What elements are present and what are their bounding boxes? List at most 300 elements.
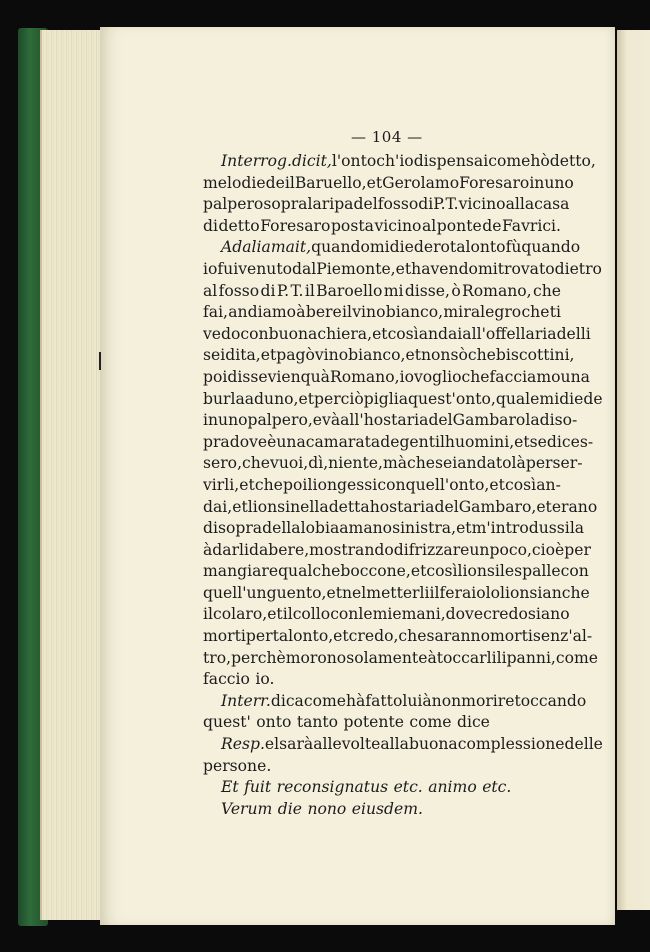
margin-mark	[99, 352, 101, 370]
word: introdussi	[490, 519, 570, 538]
word: sei	[203, 346, 226, 365]
word: mano	[348, 519, 393, 538]
text-line	[203, 712, 561, 734]
word: mi	[539, 389, 560, 408]
word: ser-	[552, 454, 583, 473]
text-line	[203, 432, 594, 454]
word: facciamo	[489, 367, 561, 386]
word: onsi	[509, 583, 543, 602]
word: metterli	[366, 583, 430, 602]
word: per	[564, 540, 591, 559]
word: la	[569, 519, 585, 538]
word: dai,	[203, 497, 233, 516]
word: non	[431, 691, 462, 710]
word: havendomi	[411, 259, 498, 278]
word: persone.	[203, 756, 272, 775]
word: quest'	[203, 713, 251, 732]
text-line	[203, 756, 561, 778]
word: io	[203, 259, 218, 278]
word: ti	[549, 303, 561, 322]
word: andato	[457, 454, 512, 473]
text-line	[203, 475, 561, 497]
word: il	[342, 303, 352, 322]
word: Gerolamo	[382, 173, 460, 192]
word: P.	[433, 195, 446, 214]
word: quest'	[408, 389, 456, 408]
word: onsi	[467, 562, 500, 581]
word: solamente	[346, 648, 428, 667]
word: buona	[268, 324, 318, 343]
word: tanto	[296, 713, 339, 732]
word: Resp.	[221, 735, 265, 754]
word: poi	[203, 367, 228, 386]
word: Gambaro,	[458, 497, 537, 516]
word: vuoi,	[270, 454, 309, 473]
word: Barоello	[316, 281, 383, 300]
word: al	[203, 281, 218, 300]
word: fosso	[218, 281, 260, 300]
word: et	[372, 324, 388, 343]
word: burla	[203, 389, 245, 408]
word: della	[262, 519, 301, 538]
text-line	[203, 604, 570, 626]
word: alla	[505, 195, 535, 214]
word: là	[511, 454, 526, 473]
word: di	[539, 411, 555, 430]
word: per	[245, 627, 273, 646]
word: del	[353, 195, 378, 214]
word: onto,	[293, 627, 334, 646]
word: che	[407, 454, 436, 473]
word: fù	[505, 238, 522, 257]
word: Ad	[221, 238, 243, 257]
word: quell'	[405, 475, 450, 494]
word: m'	[471, 519, 491, 538]
word: e	[312, 411, 323, 430]
word: così	[426, 562, 458, 581]
word: voglio	[413, 367, 462, 386]
word: come	[409, 713, 452, 732]
word: il	[304, 281, 315, 300]
word: così	[505, 475, 537, 494]
word: lo	[227, 173, 242, 192]
word: tro,	[203, 648, 232, 667]
word: con	[330, 605, 359, 624]
word: vino	[352, 303, 386, 322]
word: fui	[217, 259, 239, 278]
word: quale	[495, 389, 540, 408]
word: mangiare	[203, 562, 279, 581]
word: li	[500, 583, 510, 602]
word: mi	[383, 281, 404, 300]
word: vien	[267, 367, 301, 386]
text-line	[203, 151, 596, 173]
word: et	[298, 389, 314, 408]
word: li	[457, 562, 468, 581]
word: non	[421, 346, 451, 365]
word: morti	[203, 627, 246, 646]
word: Gambaro	[452, 411, 526, 430]
word: diedero	[389, 238, 450, 257]
word: di	[393, 540, 409, 559]
word: ò	[451, 281, 461, 300]
word: che	[461, 367, 490, 386]
word: poco,	[489, 540, 532, 559]
word: colaro,	[212, 605, 268, 624]
word: hò	[530, 152, 550, 170]
word: toccando	[514, 691, 587, 710]
word: casa	[534, 195, 570, 214]
word: morono	[285, 648, 347, 667]
word: faccio	[203, 670, 250, 689]
word: palpero,	[247, 411, 313, 430]
word: bianco,	[385, 303, 444, 322]
word: tal	[449, 238, 471, 257]
word: dica	[270, 691, 304, 710]
word: le	[499, 562, 515, 581]
word: con	[377, 475, 406, 494]
word: mostrando	[309, 540, 394, 559]
word: al	[421, 216, 437, 235]
word: che	[254, 475, 283, 494]
word: il	[284, 173, 295, 192]
word: de	[482, 216, 502, 235]
word: Favrici.	[502, 216, 562, 235]
word: et	[456, 519, 472, 538]
word: quell'	[203, 583, 247, 602]
page-number: — 104 —	[351, 128, 423, 146]
word: chiera,	[317, 324, 373, 343]
word: onto,	[449, 475, 490, 494]
word: Piemonte,	[316, 259, 396, 278]
word: delle	[564, 735, 603, 754]
word: et	[333, 627, 349, 646]
word: sinistra,	[392, 519, 457, 538]
word: à	[422, 691, 432, 710]
word: trovato	[497, 259, 555, 278]
word: dove	[445, 605, 484, 624]
word: vicino	[458, 195, 506, 214]
word: senz'	[532, 627, 573, 646]
word: onto	[470, 238, 506, 257]
word: io.	[255, 670, 275, 689]
text-line	[203, 302, 561, 324]
word: etc.	[482, 778, 512, 797]
text-line	[203, 216, 561, 238]
word: da	[249, 540, 269, 559]
word: credo,	[348, 627, 399, 646]
word: piglia	[363, 389, 408, 408]
word: ponte	[436, 216, 482, 235]
word: virli,	[203, 475, 240, 494]
word: sarà	[279, 735, 314, 754]
word: alla	[380, 735, 409, 754]
word: hà	[346, 691, 366, 710]
word: Foresaro	[260, 216, 331, 235]
word: T.	[445, 195, 459, 214]
word: di	[260, 281, 276, 300]
word: vicino	[374, 216, 422, 235]
word: andiamo	[228, 303, 297, 322]
word: et	[536, 497, 552, 516]
word: et	[410, 562, 427, 581]
word: mani,	[401, 605, 446, 624]
word: sò	[450, 346, 468, 365]
word: sopra	[217, 519, 263, 538]
word: sopra	[263, 195, 308, 214]
word: lobia	[300, 519, 340, 538]
word: et	[395, 259, 412, 278]
word: et	[366, 173, 383, 192]
word: andai	[418, 324, 463, 343]
word: che	[398, 627, 427, 646]
word: etc.	[393, 778, 423, 797]
word: a	[339, 519, 349, 538]
word: boccone,	[340, 562, 411, 581]
word: el	[264, 735, 280, 754]
word: credo	[483, 605, 528, 624]
word: die	[277, 799, 302, 818]
text-line	[203, 324, 591, 346]
text-line	[203, 453, 583, 475]
word: offellaria	[485, 324, 557, 343]
word: morire	[461, 691, 515, 710]
word: ongessi	[317, 475, 378, 494]
text-line	[203, 173, 574, 195]
word: bere	[305, 303, 342, 322]
word: mà	[382, 454, 408, 473]
word: Foresaro	[459, 173, 530, 192]
word: à	[296, 303, 306, 322]
word: à	[203, 540, 213, 559]
word: ripa	[321, 195, 354, 214]
word: gentilhuomini,	[399, 432, 515, 451]
word: io	[399, 367, 414, 386]
word: et	[232, 497, 248, 516]
text-line	[203, 281, 561, 303]
word: T.	[290, 281, 304, 300]
word: à	[427, 648, 437, 667]
word: an-	[536, 475, 561, 494]
word: dietro	[554, 259, 602, 278]
word: Interr.	[221, 691, 271, 710]
text-line	[203, 345, 575, 367]
word: dice	[456, 713, 490, 732]
word: palpero	[203, 195, 264, 214]
word: li	[307, 475, 318, 494]
word: collo	[292, 605, 331, 624]
word: il	[203, 605, 213, 624]
word: dicit,	[291, 152, 332, 170]
word: un	[469, 540, 490, 559]
word: ad	[244, 389, 265, 408]
word: diede	[559, 389, 603, 408]
word: l'	[331, 152, 342, 170]
word: li	[247, 497, 258, 516]
word: se	[529, 432, 547, 451]
word: saranno	[426, 627, 490, 646]
word: di	[418, 195, 434, 214]
facing-page-edge	[617, 30, 650, 910]
word: et	[239, 475, 255, 494]
word: volte	[341, 735, 381, 754]
word: et	[267, 605, 283, 624]
word: quando	[311, 238, 370, 257]
word: so-	[554, 411, 578, 430]
text-line	[203, 389, 603, 411]
word: come	[488, 152, 531, 170]
word: buona	[408, 735, 458, 754]
word: Verum	[221, 799, 273, 818]
text-line	[203, 583, 590, 605]
word: dì,	[308, 454, 329, 473]
word: mi	[369, 238, 390, 257]
word: ch'	[376, 152, 400, 170]
word: niente,	[328, 454, 383, 473]
text-line	[203, 691, 587, 713]
word: lui	[402, 691, 423, 710]
word: quando	[521, 238, 581, 257]
word: et	[489, 475, 505, 494]
word: una	[276, 432, 306, 451]
word: dispensai	[413, 152, 489, 170]
word: nel	[342, 583, 367, 602]
word: camarata	[305, 432, 381, 451]
word: per	[525, 454, 553, 473]
text-line	[203, 237, 581, 259]
word: perchè	[231, 648, 286, 667]
word: dal	[291, 259, 317, 278]
word: come	[555, 648, 599, 667]
word: hostaria	[363, 411, 429, 430]
word: venuto	[238, 259, 292, 278]
body-text	[203, 151, 603, 820]
word: la	[525, 411, 540, 430]
word: posta	[330, 216, 374, 235]
word: in	[529, 173, 545, 192]
word: dices-	[546, 432, 594, 451]
word: così	[387, 324, 419, 343]
word: và	[322, 411, 341, 430]
word: fatto	[365, 691, 403, 710]
word: fuit	[244, 778, 272, 797]
word: cioè	[531, 540, 565, 559]
text-line	[203, 561, 589, 583]
word: Romano,	[329, 367, 400, 386]
text-line	[203, 799, 561, 821]
word: ait,	[285, 238, 312, 257]
word: anche	[542, 583, 590, 602]
word: quà	[300, 367, 330, 386]
word: che	[467, 346, 496, 365]
text-line	[203, 497, 598, 519]
word: la	[307, 195, 322, 214]
word: pagò	[276, 346, 315, 365]
word: che	[532, 281, 561, 300]
word: spalle	[514, 562, 561, 581]
text-line	[203, 194, 570, 216]
text-line	[203, 669, 561, 691]
word: il	[429, 583, 440, 602]
word: bianco,	[348, 346, 406, 365]
word: in	[203, 411, 219, 430]
word: me	[203, 173, 228, 192]
word: disse	[227, 367, 268, 386]
word: morti	[489, 627, 533, 646]
word: complessione	[457, 735, 565, 754]
word: sei	[435, 454, 458, 473]
word: del	[434, 497, 459, 516]
word: di	[203, 519, 218, 538]
text-line	[203, 734, 603, 756]
word: onto,	[455, 389, 496, 408]
word: delli	[556, 324, 591, 343]
text-line	[203, 410, 578, 432]
word: siano	[527, 605, 570, 624]
word: panni,	[506, 648, 556, 667]
word: detto,	[549, 152, 596, 170]
word: del	[428, 411, 453, 430]
word: pra	[203, 432, 230, 451]
word: tal	[272, 627, 294, 646]
word: uno	[544, 173, 574, 192]
word: diede	[241, 173, 285, 192]
word: il	[282, 605, 293, 624]
word: toccarli	[436, 648, 497, 667]
word: et	[326, 583, 343, 602]
word: all'	[462, 324, 486, 343]
word: poi	[283, 475, 308, 494]
word: animo	[428, 778, 477, 797]
word: sero,	[203, 454, 243, 473]
word: onsi	[257, 497, 291, 516]
text-line	[203, 518, 585, 540]
word: detto	[218, 216, 260, 235]
word: dita,	[225, 346, 261, 365]
word: biscottini,	[495, 346, 575, 365]
word: che	[521, 303, 550, 322]
word: mi	[443, 303, 464, 322]
word: uno,	[264, 389, 299, 408]
word: Interrog.	[221, 152, 292, 170]
word: con	[240, 324, 269, 343]
text-line	[203, 626, 593, 648]
word: darli	[212, 540, 250, 559]
word: et	[514, 432, 530, 451]
word: con	[560, 562, 589, 581]
word: una	[560, 367, 590, 386]
text-line	[203, 777, 561, 799]
word: Baruello,	[294, 173, 367, 192]
word: qualche	[278, 562, 341, 581]
word: ralegro	[463, 303, 522, 322]
word: uno	[218, 411, 248, 430]
word: et	[260, 346, 277, 365]
word: alle	[313, 735, 342, 754]
word: disse,	[404, 281, 450, 300]
word: eiusdem.	[351, 799, 423, 818]
word: le	[358, 605, 373, 624]
text-line	[203, 648, 599, 670]
word: io	[399, 152, 414, 170]
word: di	[203, 216, 218, 235]
word: mie	[372, 605, 402, 624]
text-line	[203, 367, 590, 389]
word: li	[496, 648, 507, 667]
word: onto	[341, 152, 377, 170]
word: che	[242, 454, 271, 473]
word: vino	[314, 346, 349, 365]
